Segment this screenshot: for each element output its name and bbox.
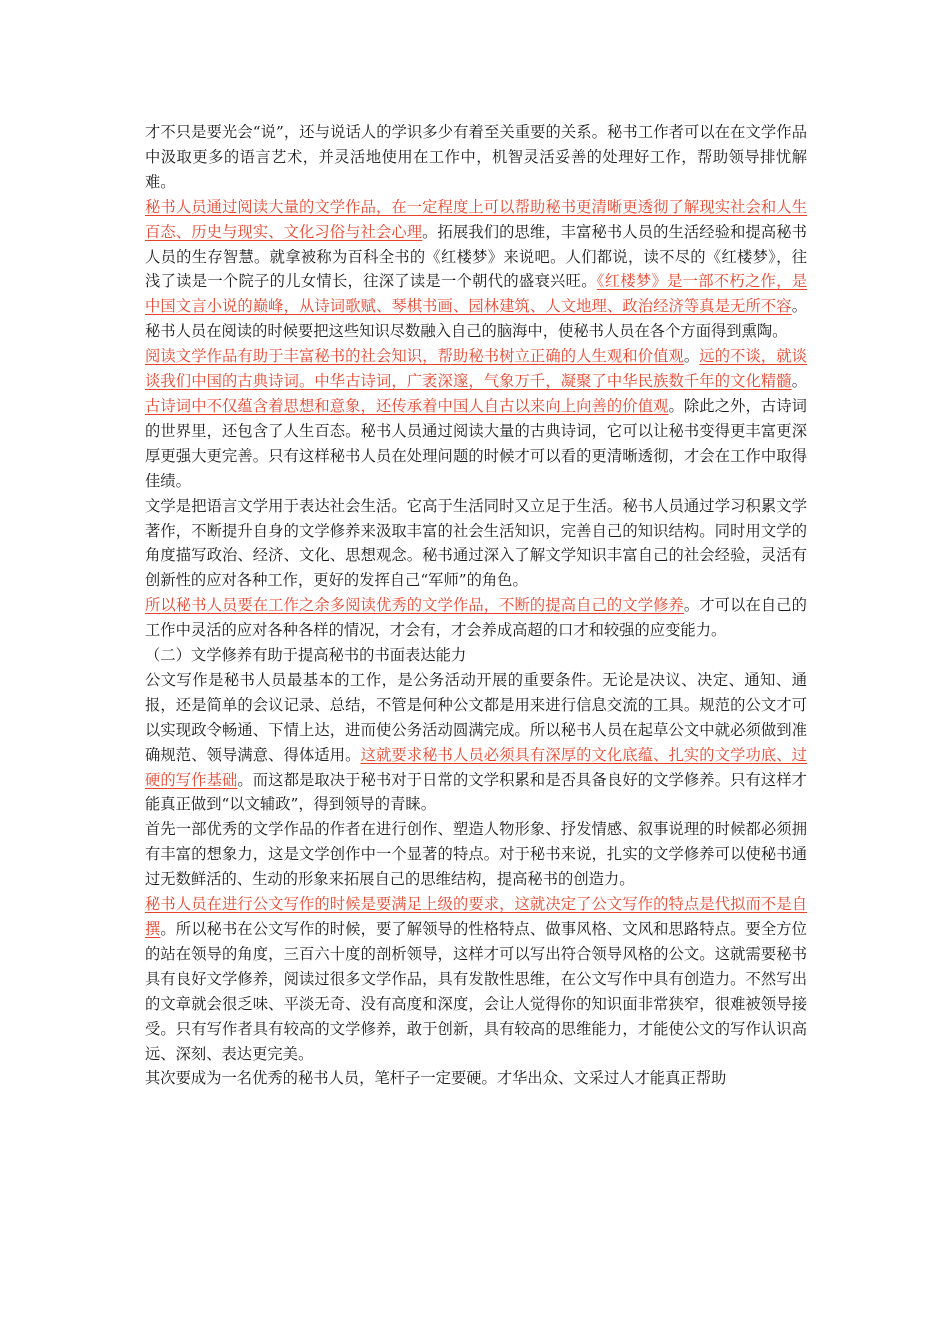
document-page xyxy=(145,120,807,1091)
body-paragraph xyxy=(145,892,807,1066)
highlighted-text: 所以秘书人员要在工作之余多阅读优秀的文学作品，不断的提高自己的文学修养 xyxy=(145,596,684,615)
highlighted-text: 古诗词中不仅蕴含着思想和意象，还传承着中国人自古以来向上向善的价值观 xyxy=(145,396,669,415)
paragraph-text: 。所以秘书在公文写作的时候，要了解领导的性格特点、做事风格、文风和思路特点。要全方位的站在领导的角度，三百六十度的剖析领导，这样才可以写出符合领导风格的公文。这就需要秘书具有良好文学修养，阅读过很多文学作品，具有发散性思维，在公文写作中具有创造力。不然写出的文章就会很乏味、平淡无奇、没有高度和深度，会让人觉得你的知识面非常狭窄，很难被领导接受。只有写作者具有较高的文学修养，敢于创新，具有较高的思维能力，才能使公文的写作认识高远、深刻、表达更完美。 xyxy=(145,920,807,1063)
section-heading xyxy=(145,643,807,668)
body-paragraph xyxy=(145,593,807,643)
body-paragraph xyxy=(145,817,807,892)
paragraph-text: 首先一部优秀的文学作品的作者在进行创作、塑造人物形象、抒发情感、叙事说理的时候都必须拥有丰富的想象力，这是文学创作中一个显著的特点。对于秘书来说，扎实的文学修养可以使秘书通过无数鲜活的、生动的形象来拓展自己的思维结构，提高秘书的创造力。 xyxy=(145,820,807,889)
paragraph-text: 。 xyxy=(683,347,700,366)
paragraph-text: 。 xyxy=(791,372,807,391)
highlighted-text: 阅读文学作品有助于丰富秘书的社会知识，帮助秘书树立正确的人生观和价值观 xyxy=(145,347,684,366)
paragraph-text: 其次要成为一名优秀的秘书人员，笔杆子一定要硬。才华出众、文采过人才能真正帮助 xyxy=(145,1069,727,1088)
paragraph-text: 。才可以在自己的工作中灵活的应对各种各样的情况，才会有，才会养成高超的口才和较强的应变能力。 xyxy=(145,596,807,640)
paragraph-text: 。而这都是取决于秘书对于日常的文学积累和是否具备良好的文学修养。只有这样才能真正做到“以文辅政”，得到领导的青睐。 xyxy=(145,770,807,814)
body-paragraph xyxy=(145,494,807,594)
highlighted-text: 远的不谈，就谈谈我们中国的古典诗词。中华古诗词，广袤深邃，气象万千，凝聚了中华民族数千年的文化精髓 xyxy=(145,347,807,391)
highlighted-text: 《红楼梦》是一部不朽之作，是中国文言小说的巅峰，从诗词歌赋、琴棋书画、园林建筑、人文地理、政治经济等真是无所不容 xyxy=(145,272,807,316)
body-paragraph xyxy=(145,1066,807,1091)
highlighted-text: 秘书人员通过阅读大量的文学作品，在一定程度上可以帮助秘书更清晰更透彻了解现实社会和人生百态、历史与现实、文化习俗与社会心理 xyxy=(145,197,807,241)
body-paragraph xyxy=(145,344,807,493)
paragraph-text: 才不只是要光会“说”，还与说话人的学识多少有着至关重要的关系。秘书工作者可以在在文学作品中汲取更多的语言艺术，并灵活地使用在工作中，机智灵活妥善的处理好工作，帮助领导排忧解难。 xyxy=(145,123,807,191)
paragraph-text: （二）文学修养有助于提高秘书的书面表达能力 xyxy=(145,646,467,665)
highlighted-text: 这就要求秘书人员必须具有深厚的文化底蕴、扎实的文学功底、过硬的写作基础 xyxy=(145,745,807,789)
body-paragraph xyxy=(145,195,807,344)
paragraph-text: 。除此之外，古诗词的世界里，还包含了人生百态。秘书人员通过阅读大量的古典诗词，它可以让秘书变得更丰富更深厚更强大更完善。只有这样秘书人员在处理问题的时候才可以看的更清晰透彻，才会在工作中取得佳绩。 xyxy=(145,396,807,490)
highlighted-text: 秘书人员在进行公文写作的时候是要满足上级的要求，这就决定了公文写作的特点是代拟而不是自撰 xyxy=(145,895,807,938)
body-paragraph xyxy=(145,668,807,817)
paragraph-text: 。拓展我们的思维，丰富秘书人员的生活经验和提高秘书人员的生存智慧。就拿被称为百科全书的《红楼梦》来说吧。人们都说，读不尽的《红楼梦》，往浅了读是一个院子的儿女情长，往深了读是一个朝代的盛衰兴旺。 xyxy=(145,222,807,291)
paragraph-text: 文学是把语言文学用于表达社会生活。它高于生活同时又立足于生活。秘书人员通过学习积累文学著作，不断提升自身的文学修养来汲取丰富的社会生活知识，完善自己的知识结构。同时用文学的角度描写政治、经济、文化、思想观念。秘书通过深入了解文学知识丰富自己的社会经验，灵活有创新性的应对各种工作，更好的发挥自己“军师”的角色。 xyxy=(145,496,807,590)
body-paragraph xyxy=(145,120,807,195)
paragraph-text: 。秘书人员在阅读的时候要把这些知识尽数融入自己的脑海中，使秘书人员在各个方面得到熏陶。 xyxy=(145,297,807,341)
paragraph-text: 公文写作是秘书人员最基本的工作，是公务活动开展的重要条件。无论是决议、决定、通知、通报，还是简单的会议记录、总结，不管是何种公文都是用来进行信息交流的工具。规范的公文才可以实现政令畅通、下情上达，进而使公务活动圆满完成。所以秘书人员在起草公文中就必须做到准确规范、领导满意、得体适用。 xyxy=(145,670,807,764)
